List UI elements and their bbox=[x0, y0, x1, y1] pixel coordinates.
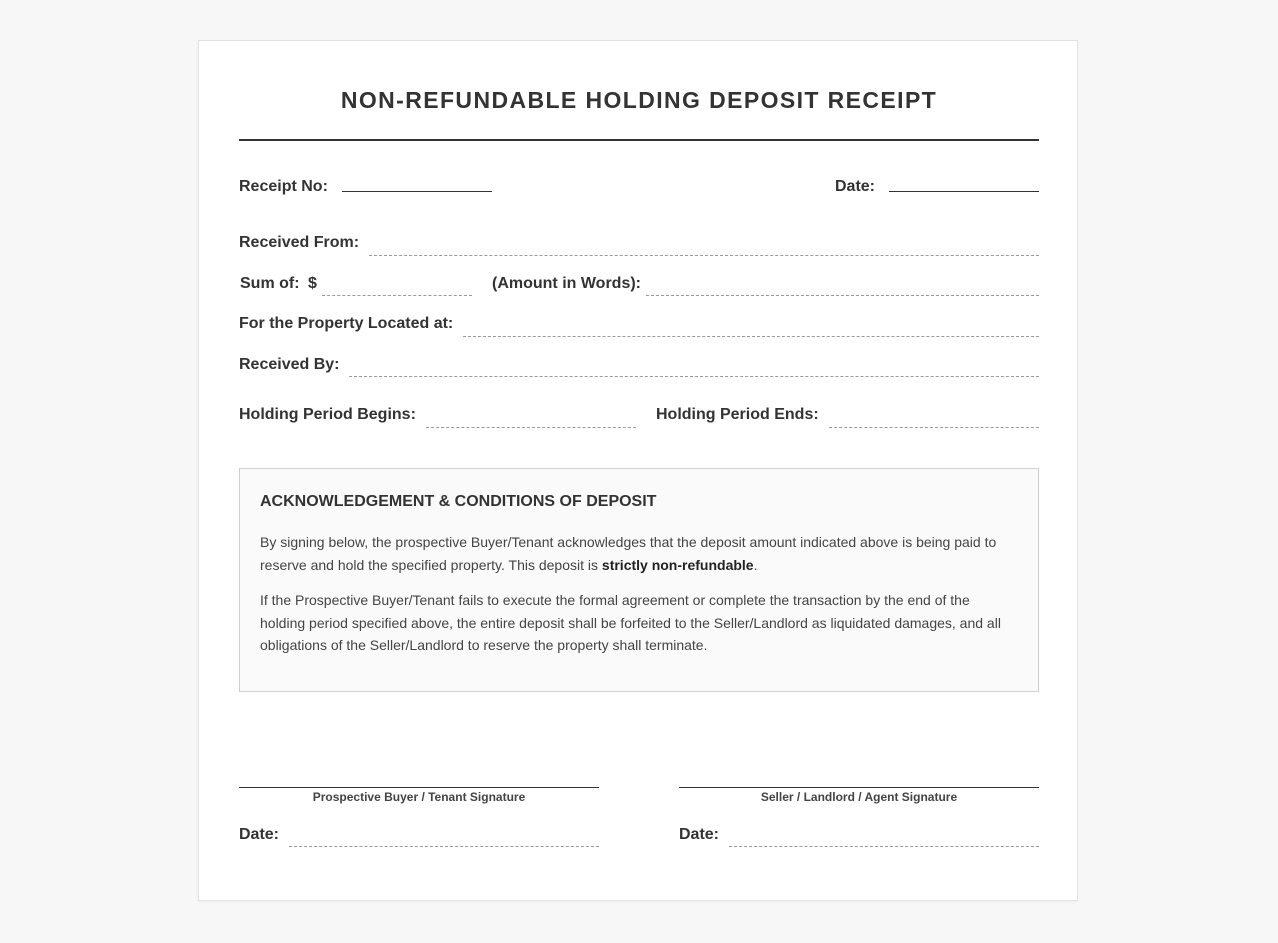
receipt-no-label: Receipt No: bbox=[239, 178, 328, 195]
non-refundable-emphasis: strictly non-refundable bbox=[601, 556, 754, 573]
currency-symbol: $ bbox=[308, 275, 317, 292]
property-label: For the Property Located at: bbox=[239, 315, 454, 332]
receipt-sheet bbox=[198, 40, 1078, 901]
sum-amount-field[interactable] bbox=[322, 295, 472, 296]
buyer-date-label: Date: bbox=[239, 826, 280, 843]
seller-date-label: Date: bbox=[679, 826, 720, 843]
holding-begins-label: Holding Period Begins: bbox=[239, 406, 416, 423]
conditions-paragraph-2: If the Prospective Buyer/Tenant fails to execute the formal agreement or complete the transaction by the end of the holding period specified above, the entire deposit shall be forfeited to the Seller/Landlord as liquidated damages, and all obligations of the Seller/Landlord to reserve the property shall terminate. bbox=[260, 592, 1001, 653]
amount-in-words-field[interactable] bbox=[646, 295, 1039, 296]
seller-signature-line[interactable] bbox=[679, 787, 1039, 788]
conditions-box bbox=[239, 468, 1039, 692]
holding-begins-field[interactable] bbox=[426, 427, 636, 428]
received-by-field[interactable] bbox=[349, 376, 1039, 377]
conditions-paragraph-1-end: . bbox=[753, 556, 758, 573]
conditions-heading: ACKNOWLEDGEMENT & CONDITIONS OF DEPOSIT bbox=[260, 493, 657, 510]
holding-ends-field[interactable] bbox=[829, 427, 1039, 428]
receipt-no-field[interactable] bbox=[342, 191, 492, 192]
sum-of-label: Sum of: bbox=[240, 275, 300, 292]
buyer-signature-caption: Prospective Buyer / Tenant Signature bbox=[312, 790, 526, 804]
holding-ends-label: Holding Period Ends: bbox=[656, 406, 819, 423]
date-field[interactable] bbox=[889, 191, 1039, 192]
receipt-title: NON-REFUNDABLE HOLDING DEPOSIT RECEIPT bbox=[340, 87, 938, 113]
date-label: Date: bbox=[835, 178, 876, 195]
amount-in-words-label: (Amount in Words): bbox=[492, 275, 642, 292]
seller-signature-caption: Seller / Landlord / Agent Signature bbox=[760, 790, 958, 804]
seller-date-field[interactable] bbox=[729, 846, 1039, 847]
buyer-date-field[interactable] bbox=[289, 846, 599, 847]
received-by-label: Received By: bbox=[239, 356, 340, 373]
buyer-signature-line[interactable] bbox=[239, 787, 599, 788]
received-from-label: Received From: bbox=[239, 234, 360, 251]
conditions-paragraph-1-text: By signing below, the prospective Buyer/Tenant acknowledges that the deposit amount indicated above is being paid to reserve and hold the specified property. This deposit is bbox=[260, 534, 997, 573]
conditions-paragraph-1 bbox=[260, 531, 1018, 576]
received-from-field[interactable] bbox=[369, 255, 1039, 256]
property-field[interactable] bbox=[463, 336, 1039, 337]
title-divider bbox=[239, 139, 1039, 141]
